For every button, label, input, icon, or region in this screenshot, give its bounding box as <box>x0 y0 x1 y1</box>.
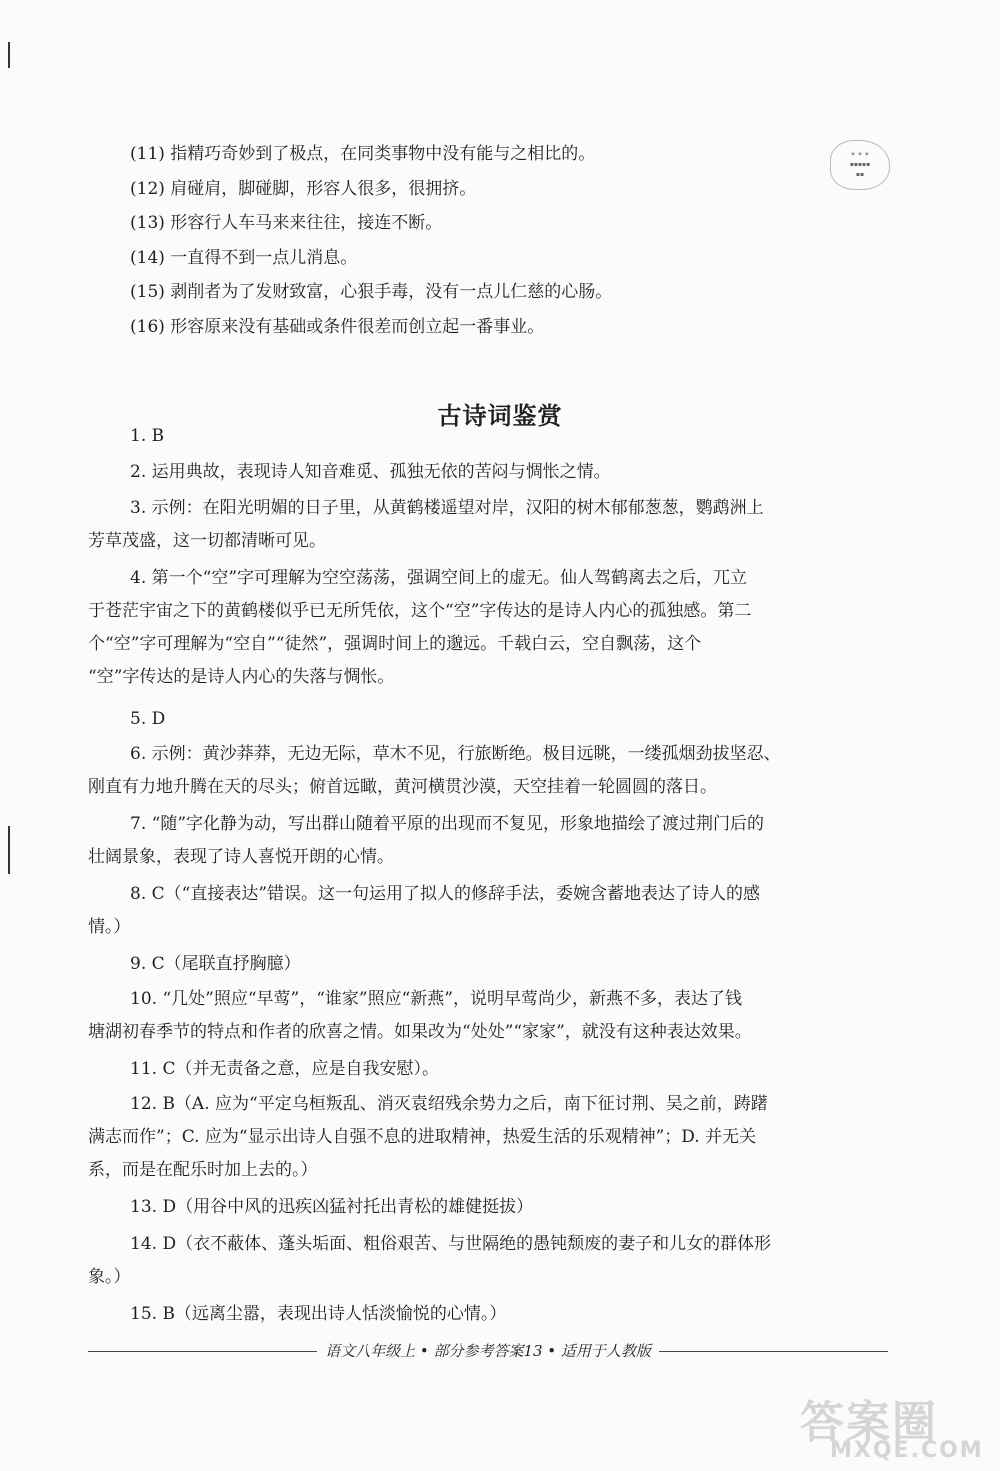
answer-item <box>88 456 888 489</box>
answer-line: 10. “几处”照应“早莺”，“谁家”照应“新燕”，说明早莺尚少，新燕不多，表达了钱 <box>130 989 742 1009</box>
answer-line: 14. D（衣不蔽体、蓬头垢面、粗俗艰苦、与世隔绝的愚钝颓废的妻子和儿女的群体形 <box>130 1234 772 1254</box>
stamp-seal: ✶ ✶ ✶ ▪▪▪▪▪ ▪▪ <box>830 140 890 190</box>
watermark-logo-text: 答案圈 <box>800 1397 938 1448</box>
list-item: (16) 形容原来没有基础或条件很差而创立起一番事业。 <box>130 316 545 337</box>
idiom-definition-list <box>130 143 890 350</box>
answer-line: 壮阔景象，表现了诗人喜悦开朗的心情。 <box>88 847 394 867</box>
margin-mark-middle <box>8 826 10 874</box>
list-item: (12) 肩碰肩，脚碰脚，形容人很多，很拥挤。 <box>130 178 477 199</box>
answer-line: 2. 运用典故，表现诗人知音难觅、孤独无依的苦闷与惆怅之情。 <box>130 462 611 482</box>
watermark-site-text: MXQE.COM <box>830 1438 984 1463</box>
answer-line: 满志而作”；C. 应为“显示出诗人自强不息的进取精神，热爱生活的乐观精神”；D. 并无关 <box>88 1127 757 1147</box>
answer-line: 塘湖初春季节的特点和作者的欣喜之情。如果改为“处处”“家家”，就没有这种表达效果。 <box>88 1022 752 1042</box>
answer-line: 刚直有力地升腾在天的尽头；俯首远瞰，黄河横贯沙漠，天空挂着一轮圆圆的落日。 <box>88 777 717 797</box>
answer-line: “空”字传达的是诗人内心的失落与惆怅。 <box>88 667 395 687</box>
answer-line: 1. B <box>130 426 165 446</box>
answer-item <box>88 878 888 944</box>
answer-line: 于苍茫宇宙之下的黄鹤楼似乎已无所凭依，这个“空”字传达的是诗人内心的孤独感。第二 <box>88 601 752 621</box>
answer-line: 7. “随”字化静为动，写出群山随着平原的出现而不复见，形象地描绘了渡过荆门后的 <box>130 814 765 834</box>
answer-item <box>88 1228 888 1294</box>
answer-item <box>88 703 888 736</box>
margin-mark-top <box>8 42 10 68</box>
answer-line: 系，而是在配乐时加上去的。） <box>88 1160 318 1180</box>
list-item: (15) 剥削者为了发财致富，心狠手毒，没有一点儿仁慈的心肠。 <box>130 282 613 302</box>
answer-line: 6. 示例：黄沙莽莽，无边无际，草木不见，行旅断绝。极目远眺，一缕孤烟劲拔坚忍、 <box>130 744 781 764</box>
answer-line: 个“空”字可理解为“空自”“徒然”，强调时间上的邈远。千载白云，空自飘荡，这个 <box>88 634 702 654</box>
answer-line: 11. C（并无责备之意，应是自我安慰）。 <box>130 1059 439 1079</box>
list-item: (13) 形容行人车马来来往往，接连不断。 <box>130 213 443 233</box>
answer-line: 5. D <box>130 709 166 729</box>
answer-item <box>88 420 888 453</box>
answer-line: 13. D（用谷中风的迅疾凶猛衬托出青松的雄健挺拔） <box>130 1197 534 1217</box>
list-item: (14) 一直得不到一点儿消息。 <box>130 247 358 268</box>
answer-line: 4. 第一个“空”字可理解为空空荡荡，强调空间上的虚无。仙人驾鹤离去之后，兀立 <box>130 568 748 588</box>
answer-line: 情。） <box>88 917 131 937</box>
watermark-logo <box>770 1386 990 1466</box>
answer-item <box>88 1191 888 1224</box>
answer-line: 8. C（“直接表达”错误。这一句运用了拟人的修辞手法，委婉含蓄地表达了诗人的感 <box>130 884 761 904</box>
answer-item <box>88 1053 888 1086</box>
answer-item <box>88 1088 888 1187</box>
footer-text: 语文八年级上 • 部分参考答案13 • 适用于人教版 <box>317 1342 659 1360</box>
answer-item <box>88 492 888 558</box>
answer-line: 12. B（A. 应为“平定乌桓叛乱、消灭袁绍残余势力之后，南下征讨荆、吴之前，踌躇 <box>130 1094 768 1114</box>
answer-item <box>88 738 888 804</box>
answer-line: 象。） <box>88 1267 131 1287</box>
answer-line: 芳草茂盛，这一切都清晰可见。 <box>88 531 326 551</box>
page-footer <box>88 1340 888 1364</box>
answer-item <box>88 808 888 874</box>
answer-line: 9. C（尾联直抒胸臆） <box>130 954 301 974</box>
answer-line: 3. 示例：在阳光明媚的日子里，从黄鹤楼遥望对岸，汉阳的树木郁郁葱葱，鹦鹉洲上 <box>130 498 764 518</box>
list-item: (11) 指精巧奇妙到了极点，在同类事物中没有能与之相比的。 <box>130 144 596 164</box>
answer-item <box>88 562 888 694</box>
footer-text-wrap <box>88 1340 888 1361</box>
answer-item <box>88 983 888 1049</box>
section-title: 古诗词鉴赏 <box>437 402 563 430</box>
answer-item <box>88 1298 888 1331</box>
answer-item <box>88 948 888 981</box>
answer-line: 15. B（远离尘嚣，表现出诗人恬淡愉悦的心情。） <box>130 1304 507 1324</box>
